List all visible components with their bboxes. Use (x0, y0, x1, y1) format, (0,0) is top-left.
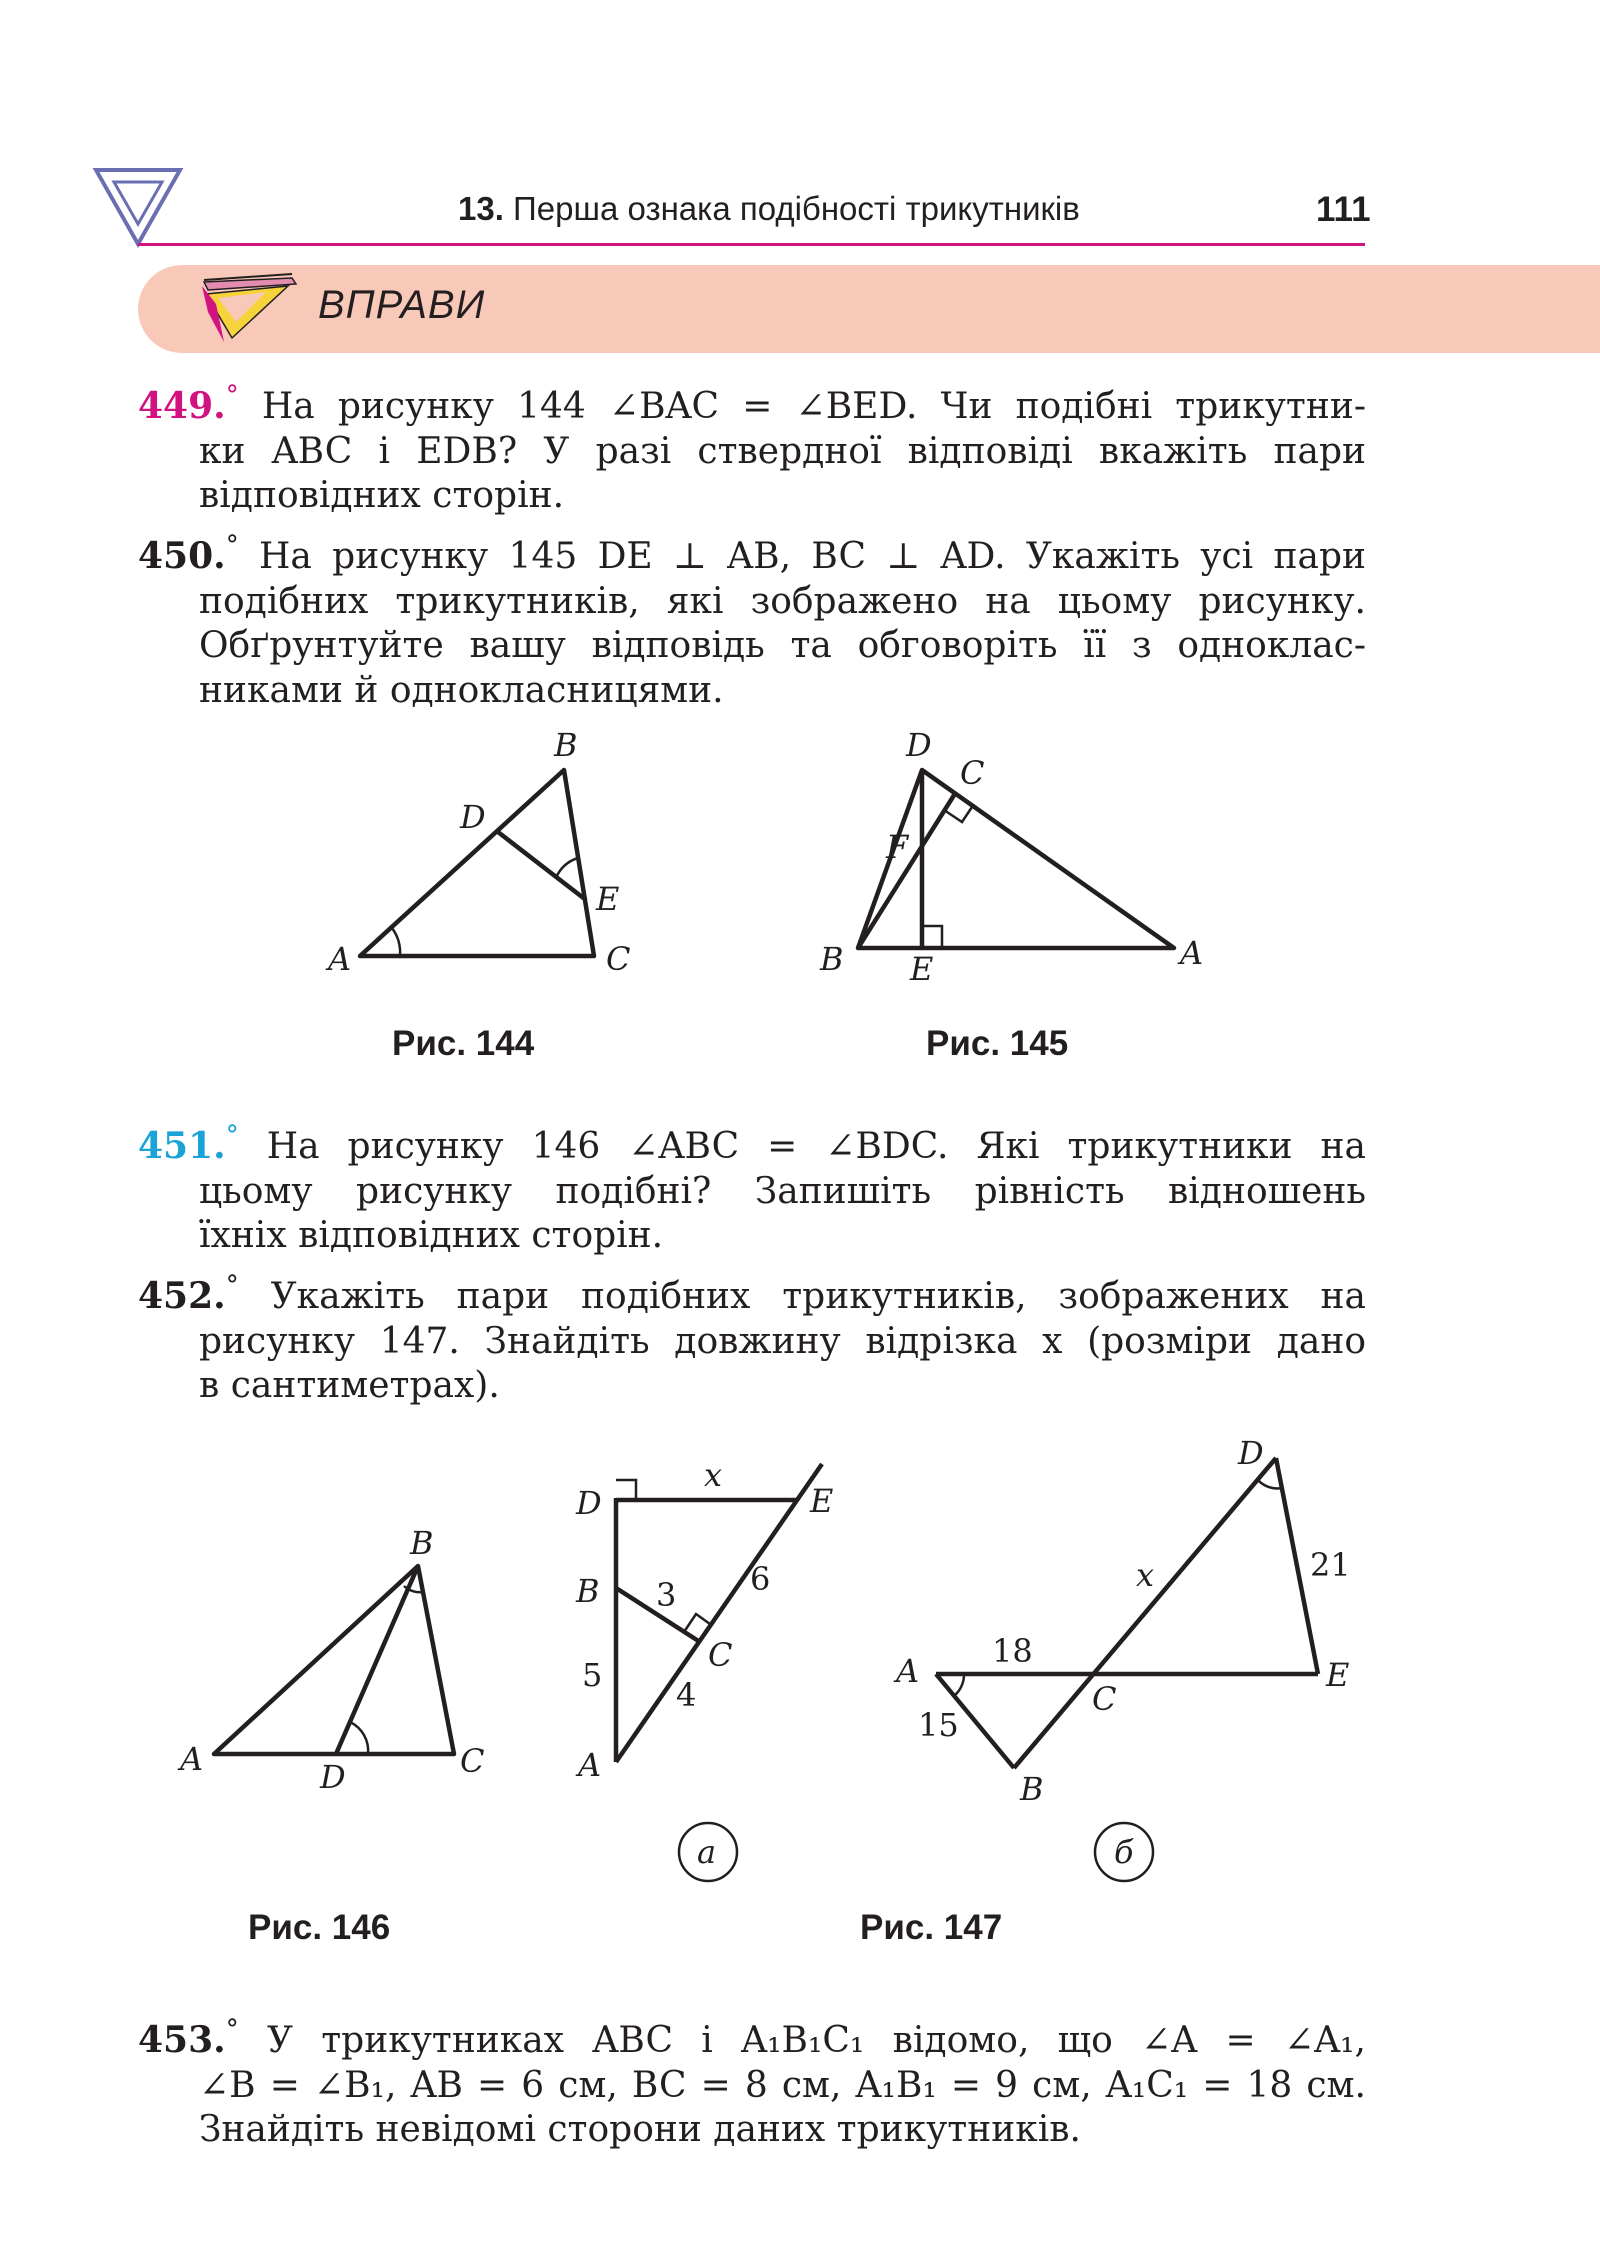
caption-fig-145: Рис. 145 (926, 1024, 1069, 1063)
caption-fig-146: Рис. 146 (248, 1908, 391, 1947)
figure-145 (810, 720, 1230, 990)
label-a: A (578, 1746, 602, 1784)
label-e: E (596, 880, 620, 918)
segment-bd (336, 1566, 418, 1754)
exercise-number: 451. (138, 1125, 226, 1167)
part-marker-a: а (697, 1833, 717, 1871)
right-angle-e (922, 926, 942, 948)
label-b: B (820, 940, 844, 978)
exercise-451: 451.° На рисунку 146 ∠ABC = ∠BDC. Які трикутники на цьому рисунку подібні? Запишіть рівність відношень їхніх відповідних сторін. (138, 1114, 1366, 1259)
angle-a-arc (954, 1674, 964, 1696)
label-c: C (1092, 1680, 1117, 1718)
figure-144 (320, 720, 650, 990)
label-x: x (704, 1456, 723, 1494)
segment-ae (616, 1464, 822, 1762)
exercise-line: На рисунку 146 ∠ABC = ∠BDC. Які трикутники на (266, 1126, 1366, 1167)
label-d: D (1238, 1434, 1264, 1472)
label-e: E (910, 950, 934, 988)
label-b: B (410, 1524, 434, 1562)
right-angle-d (616, 1480, 636, 1500)
label-d: D (320, 1758, 346, 1790)
segment-de (498, 832, 586, 900)
label-a: A (896, 1652, 920, 1690)
chapter-title: 13. Перша ознака подібності трикутників (458, 190, 1080, 227)
value-bc: 3 (656, 1576, 677, 1614)
exercise-453: 453.° У трикутниках ABC і A₁B₁C₁ відомо, що ∠A = ∠A₁, ∠B = ∠B₁, AB = 6 см, BC = 8 см, A₁B₁ = 9 см, A₁C₁ = 18 см. Знайдіть невідомі сторони даних трикутників. (138, 2008, 1366, 2153)
exercise-line: подібних трикутників, які зображено на цьому рисунку. (199, 580, 1366, 622)
value-ac: 18 (992, 1632, 1033, 1670)
label-a: A (328, 940, 352, 978)
value-ab: 5 (582, 1656, 603, 1694)
caption-fig-147: Рис. 147 (860, 1908, 1003, 1947)
page-number: 111 (1316, 190, 1371, 229)
angle-d-arc (350, 1722, 368, 1754)
exercise-452: 452.° Укажіть пари подібних трикутників, зображених на рисунку 147. Знайдіть довжину відрізка x (розміри дано в сантиметрах). (138, 1264, 1366, 1409)
label-b: B (554, 726, 578, 764)
segment-bd (1014, 1458, 1276, 1768)
angle-a-arc (392, 928, 400, 956)
caption-fig-144: Рис. 144 (392, 1024, 535, 1063)
triangle-abc (214, 1566, 454, 1754)
exercise-line: У трикутниках ABC і A₁B₁C₁ відомо, що ∠A = ∠A₁, (266, 2020, 1366, 2061)
exercise-line: Знайдіть невідомі сторони даних трикутників. (199, 2109, 1081, 2150)
value-de: 21 (1310, 1546, 1351, 1584)
exercise-line: никами й однокласницями. (199, 669, 724, 711)
chapter-triangle-icon (92, 166, 184, 248)
label-x: x (1136, 1556, 1155, 1594)
part-marker-b: б (1114, 1833, 1134, 1871)
exercise-number: 452. (138, 1275, 226, 1317)
label-d: D (906, 726, 932, 764)
header-rule (138, 243, 1365, 246)
exercise-line: На рисунку 145 DE ⊥ AB, BC ⊥ AD. Укажіть усі пари (259, 536, 1366, 577)
exercise-line: відповідних сторін. (199, 475, 565, 516)
label-c: C (960, 754, 985, 792)
label-e: E (1326, 1656, 1350, 1694)
exercise-line: Обґрунтуйте вашу відповідь та обговоріть її з одноклас- (199, 625, 1366, 666)
exercise-line: Укажіть пари подібних трикутників, зображених на (270, 1276, 1367, 1317)
exercise-449: 449.° На рисунку 144 ∠BAC = ∠BED. Чи подібні трикутни- ки ABC і EDB? У разі ствердної відповіді вкажіть пари відповідних сторін. (138, 374, 1366, 519)
exercise-line: На рисунку 144 ∠BAC = ∠BED. Чи подібні трикутни- (261, 386, 1366, 427)
exercise-line: цьому рисунку подібні? Запишіть рівність відношень (199, 1170, 1366, 1212)
label-d: D (460, 798, 486, 836)
exercise-line: ки ABC і EDB? У разі ствердної відповіді вкажіть пари (199, 430, 1366, 472)
exercise-450: 450.° На рисунку 145 DE ⊥ AB, BC ⊥ AD. Укажіть усі пари подібних трикутників, які зображено на цьому рисунку. Обґрунтуйте вашу відповідь та обговоріть її з одноклас- никами й однокласницями. (138, 524, 1366, 713)
ruler-triangle-icon (196, 272, 306, 346)
exercise-number: 453. (138, 2019, 226, 2061)
label-c: C (606, 940, 631, 978)
value-ce: 6 (750, 1560, 771, 1598)
label-b: B (576, 1572, 600, 1610)
exercise-number: 450. (138, 535, 226, 577)
label-c: C (460, 1742, 485, 1780)
exercise-line: ∠B = ∠B₁, AB = 6 см, BC = 8 см, A₁B₁ = 9 см, A₁C₁ = 18 см. (199, 2064, 1366, 2106)
figure-147-a (560, 1450, 860, 1900)
label-d: D (576, 1484, 602, 1522)
label-b: B (1020, 1770, 1044, 1808)
angle-e-arc (556, 858, 578, 878)
figure-147-b (880, 1430, 1360, 1900)
figure-146 (170, 1520, 520, 1790)
exercise-line: їхніх відповідних сторін. (199, 1215, 664, 1256)
value-ab: 15 (918, 1706, 959, 1744)
label-a: A (1180, 934, 1204, 972)
exercise-line: в сантиметрах). (199, 1365, 500, 1406)
label-e: E (810, 1482, 834, 1520)
section-title: ВПРАВИ (318, 283, 486, 327)
label-a: A (180, 1740, 204, 1778)
label-f: F (886, 828, 909, 866)
exercise-number: 449. (138, 385, 226, 427)
value-ac: 4 (676, 1676, 697, 1714)
exercise-line: рисунку 147. Знайдіть довжину відрізка x (розміри дано (199, 1320, 1366, 1362)
label-c: C (708, 1636, 733, 1674)
